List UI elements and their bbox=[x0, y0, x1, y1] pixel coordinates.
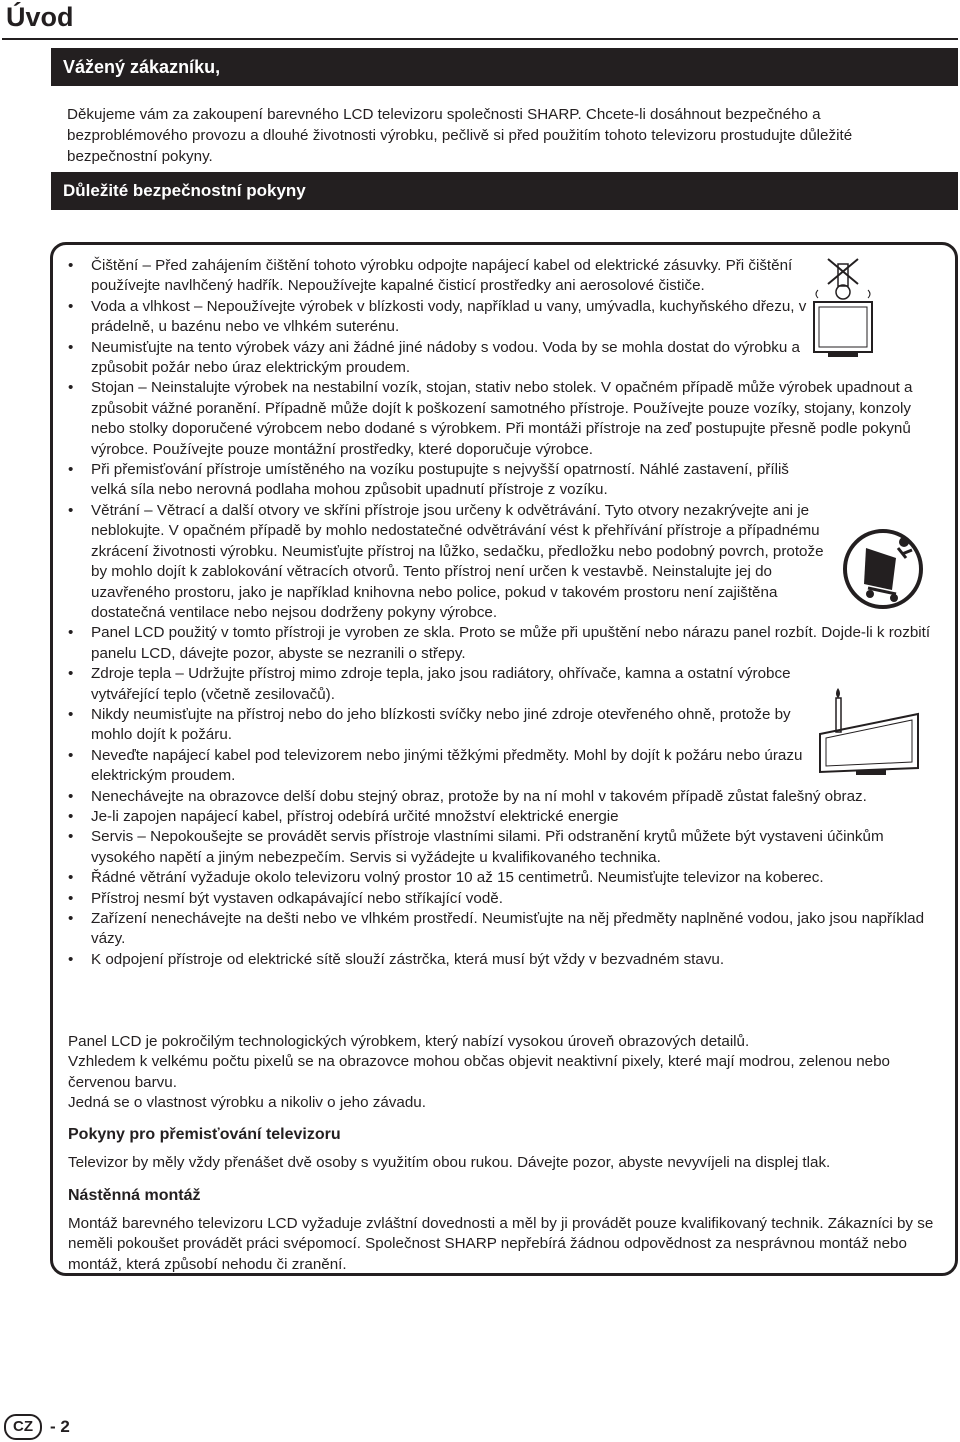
page-title: Úvod bbox=[6, 2, 74, 32]
list-item: • Servis – Nepokoušejte se provádět servis přístroje vlastními silami. Při odstranění krytů můžete být vystaveni účinkům vysokého napětí a jiným nebezpečím. Servis si vyžádejte u kvalifikovaného technika. bbox=[68, 828, 884, 866]
language-badge: CZ bbox=[4, 1414, 42, 1440]
move-heading: Pokyny pro přemisťování televizoru bbox=[68, 1126, 341, 1143]
greeting-bar: Vážený zákazníku, bbox=[51, 48, 958, 86]
list-item: • Při přemisťování přístroje umístěného na vozíku postupujte s nejvyšší opatrností. Náhlé zastavení, příliš velká síla nebo nerovná podlaha mohou způsobit upadnutí přístroje z vozíku. bbox=[68, 461, 789, 499]
title-rule bbox=[2, 38, 958, 40]
wall-heading: Nástěnná montáž bbox=[68, 1187, 201, 1204]
list-item: • Čištění – Před zahájením čištění tohoto výrobku odpojte napájecí kabel od elektrické zásuvky. Při čištění používejte navlhčený hadřík. Nepoužívejte kapalné čisticí prostředky ani aerosolové čističe. bbox=[68, 257, 793, 295]
tv-cleaning-illustration bbox=[808, 254, 878, 364]
wall-text: Montáž barevného televizoru LCD vyžaduje zvláštní dovednosti a měl by ji provádět pouze kvalifikovaný technik. Zákazníci by se neměli pokoušet provádět práci svépomocí. Společnost SHARP nepřebírá žádnou odpovědnost za nesprávnou montáž nebo montáž, která způsobí nehodu či zranění. bbox=[68, 1215, 934, 1273]
list-item: • Stojan – Neinstalujte výrobek na nestabilní vozík, stojan, stativ nebo stolek. V opačném případě může výrobek upadnout a způsobit vážné poranění. Případně může dojít k poškození samotného přístroje. Používejte pouze vozíky, stojany, konzoly nebo stolky doporučené výrobcem nebo dodané s výrobkem. Při montáži přístroje na zeď postupujte přesně podle pokynů výrobce. Používejte pouze montážní prostředky, které doporučuje výrobce. bbox=[68, 379, 913, 458]
list-item: • Přístroj nesmí být vystaven odkapávající nebo stříkající vodě. bbox=[68, 889, 503, 907]
intro-paragraph: Děkujeme vám za zakoupení barevného LCD televizoru společnosti SHARP. Chcete-li dosáhnout bezpečného a bezproblémového provozu a dlouhé životnosti výrobku, pečlivě si před použitím tohoto televizoru prostudujte důležité bezpečnostní pokyny. bbox=[67, 106, 853, 165]
list-item: • Voda a vlhkost – Nepoužívejte výrobek v blízkosti vody, například u vany, umývadla, kuchyňského dřezu, v prádelně, u bazénu nebo ve vlhkém suterénu. bbox=[68, 297, 807, 336]
list-item: • Neumisťujte na tento výrobek vázy ani žádné jiné nádoby s vodou. Voda by se mohla dostat do výrobku a způsobit požár nebo úraz elektrickým proudem. bbox=[68, 338, 800, 377]
move-text: Televizor by měly vždy přenášet dvě osoby s využitím obou rukou. Dávejte pozor, abyste nevyvíjeli na displej tlak. bbox=[68, 1154, 831, 1171]
list-item: • Nikdy neumisťujte na přístroj nebo do jeho blízkosti svíčky nebo jiné zdroje otevřeného ohně, protože by mohlo dojít k požáru. bbox=[68, 705, 791, 744]
cart-warning-icon bbox=[838, 528, 928, 610]
list-item: • K odpojení přístroje od elektrické sítě slouží zástrčka, která musí být vždy v bezvadném stavu. bbox=[68, 950, 725, 968]
list-item: • Panel LCD použitý v tomto přístroji je vyroben ze skla. Proto se může při upuštění nebo nárazu panel rozbít. Dojde-li k rozbití panelu LCD, dávejte pozor, abyste se nezranili o střepy. bbox=[68, 624, 931, 662]
lcd-note: Panel LCD je pokročilým technologických výrobkem, který nabízí vysokou úroveň obrazových detailů. Vzhledem k velkému počtu pixelů se na obrazovce mohou občas objevit neaktivní pixely, které mají modrou, zelenou nebo červenou barvu. Jedná se o vlastnost výrobku a nikoliv o jeho závadu. bbox=[68, 1033, 890, 1112]
list-item: • Nenechávejte na obrazovce delší dobu stejný obraz, protože by na ní mohl v takovém případě zůstat falešný obraz. bbox=[68, 787, 867, 805]
list-item: • Neveďte napájecí kabel pod televizorem nebo jinými těžkými předměty. Mohl by dojít k požáru nebo úrazu elektrickým proudem. bbox=[68, 746, 803, 785]
tv-candle-illustration bbox=[808, 680, 928, 780]
page-footer bbox=[4, 1414, 70, 1440]
list-item: • Zdroje tepla – Udržujte přístroj mimo zdroje tepla, jako jsou radiátory, ohřívače, kamna a ostatní výrobce vytvářející teplo (včetně zesilovačů). bbox=[68, 665, 791, 703]
list-item: • Řádné větrání vyžaduje okolo televizoru volný prostor 10 až 15 centimetrů. Neumisťujte televizor na koberec. bbox=[68, 869, 824, 887]
list-item: • Zařízení nenechávejte na dešti nebo ve vlhkém prostředí. Neumisťujte na něj předměty naplněné vodou, jako jsou například vázy. bbox=[68, 910, 925, 948]
safety-heading-bar: Důležité bezpečnostní pokyny bbox=[51, 172, 958, 210]
list-item: • Je-li zapojen napájecí kabel, přístroj odebírá určité množství elektrické energie bbox=[68, 807, 619, 825]
page-number: - 2 bbox=[50, 1417, 70, 1436]
list-item: • Větrání – Větrací a další otvory ve skříni přístroje jsou určeny k odvětrávání. Tyto otvory nezakrývejte ani je neblokujte. V opačném případě by mohlo nedostatečné odvětrávání vést k přehřívání přístroje a případnému zkrácení životnosti výrobku. Neumisťujte přístroj na lůžko, sedačku, předložku nebo podobný povrch, protože by mohlo dojít k zablokování větracích otvorů. Tento přístroj není určen k vestavbě. Neinstalujte jej do uzavřeného prostoru, jako je například knihovna nebo police, pokud v takovém prostoru není zajištěna dostatečná ventilace nebo nejsou dodrženy pokyny výrobce. bbox=[68, 501, 824, 621]
